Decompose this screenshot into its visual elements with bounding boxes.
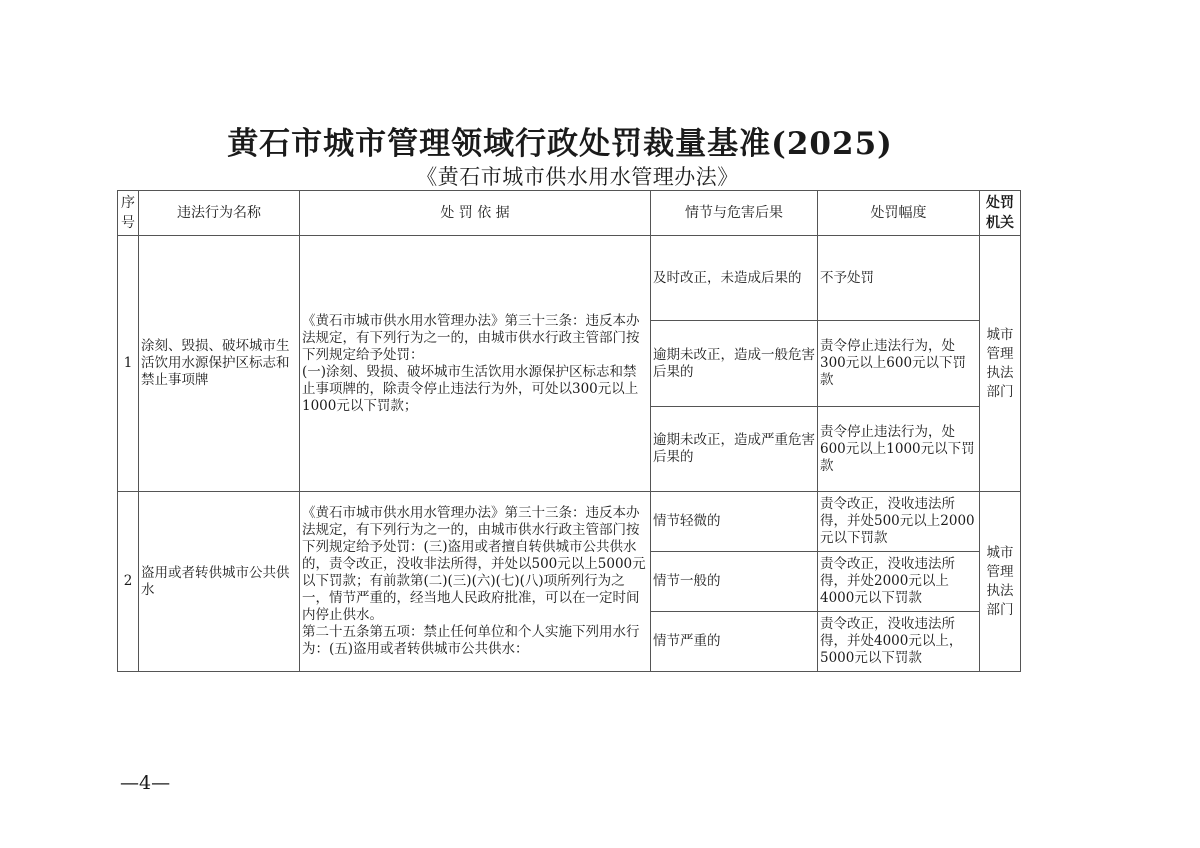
row2-name: 盗用或者转供城市公共供水 xyxy=(139,492,300,672)
page-number: —4— xyxy=(120,772,171,794)
row1-range-1: 不予处罚 xyxy=(818,236,980,321)
table-row xyxy=(118,236,1021,321)
row2-authority: 城市管理执法部门 xyxy=(980,492,1021,672)
row1-authority: 城市管理执法部门 xyxy=(980,236,1021,492)
row2-circumstance-3: 情节严重的 xyxy=(651,612,818,672)
header-basis: 处 罚 依 据 xyxy=(300,191,651,236)
row1-circumstance-1: 及时改正，未造成后果的 xyxy=(651,236,818,321)
row1-range-2: 责令停止违法行为，处300元以上600元以下罚款 xyxy=(818,321,980,407)
row2-basis: 《黄石市城市供水用水管理办法》第三十三条：违反本办法规定，有下列行为之一的，由城市供水行政主管部门按下列规定给予处罚：(三)盗用或者擅自转供城市公共供水的，责令改正，没收非法所得，并处以500元以上5000元以下罚款；有前款第(二)(三)(六)(七)(八)项所列行为之一，情节严重的，经当地人民政府批准，可以在一定时间内停止供水。 第二十五条第五项：禁止任何单位和个人实施下列用水行为：(五)盗用或者转供城市公共供水： xyxy=(300,492,651,672)
row1-range-3: 责令停止违法行为，处600元以上1000元以下罚款 xyxy=(818,407,980,492)
table-header-row xyxy=(118,191,1021,236)
header-range: 处罚幅度 xyxy=(818,191,980,236)
row2-range-3: 责令改正，没收违法所得，并处4000元以上，5000元以下罚款 xyxy=(818,612,980,672)
row1-circumstance-2: 逾期未改正，造成一般危害后果的 xyxy=(651,321,818,407)
row2-no: 2 xyxy=(118,492,139,672)
document-title: 黄石市城市管理领域行政处罚裁量基准(2025) xyxy=(227,126,893,162)
row2-circumstance-1: 情节轻微的 xyxy=(651,492,818,552)
row1-basis: 《黄石市城市供水用水管理办法》第三十三条：违反本办法规定，有下列行为之一的，由城市供水行政主管部门按下列规定给予处罚： (一)涂刻、毁损、破坏城市生活饮用水源保护区标志和禁止事项牌的，除责令停止违法行为外，可处以300元以上1000元以下罚款； xyxy=(300,236,651,492)
row2-range-1: 责令改正，没收违法所得，并处500元以上2000元以下罚款 xyxy=(818,492,980,552)
table-row xyxy=(118,492,1021,552)
penalty-table xyxy=(117,190,1021,672)
row2-range-2: 责令改正，没收违法所得，并处2000元以上4000元以下罚款 xyxy=(818,552,980,612)
document-subtitle: 《黄石市城市供水用水管理办法》 xyxy=(416,165,739,189)
header-circumstance: 情节与危害后果 xyxy=(651,191,818,236)
header-name: 违法行为名称 xyxy=(139,191,300,236)
header-authority: 处罚机关 xyxy=(980,191,1021,236)
row2-circumstance-2: 情节一般的 xyxy=(651,552,818,612)
row1-circumstance-3: 逾期未改正，造成严重危害后果的 xyxy=(651,407,818,492)
row1-no: 1 xyxy=(118,236,139,492)
header-no: 序号 xyxy=(118,191,139,236)
row1-name: 涂刻、毁损、破坏城市生活饮用水源保护区标志和禁止事项牌 xyxy=(139,236,300,492)
